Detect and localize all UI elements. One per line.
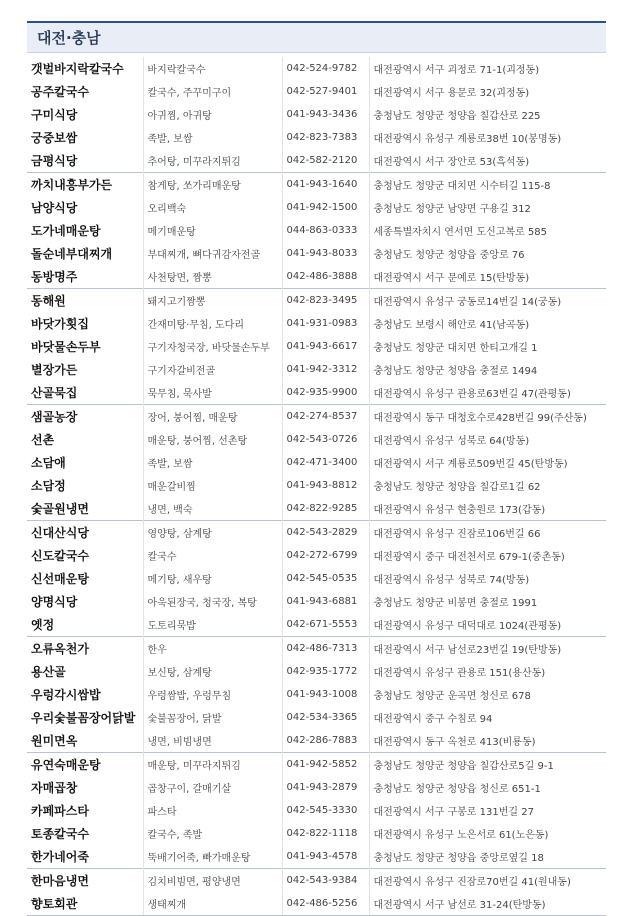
restaurant-menu: 김치비빔면, 평양냉면 xyxy=(143,869,282,893)
table-row xyxy=(27,660,606,683)
restaurant-name: 산골묵집 xyxy=(27,381,143,405)
restaurant-phone: 041-943-8033 xyxy=(282,242,369,265)
restaurant-name: 까치내흥부가든 xyxy=(27,173,143,197)
restaurant-address: 세종특별자치시 연서면 도신고복로 585 xyxy=(373,227,548,238)
restaurant-name: 별장가든 xyxy=(27,358,143,381)
restaurant-address: 대전광역시 유성구 계룡로38번 10(봉명동) xyxy=(373,134,562,145)
table-row xyxy=(27,265,606,289)
restaurant-phone: 042-671-5553 xyxy=(282,613,369,637)
restaurant-name: 신도칼국수 xyxy=(27,544,143,567)
restaurant-phone: 042-274-8537 xyxy=(282,405,369,429)
restaurant-phone: 042-471-3400 xyxy=(282,451,369,474)
table-row xyxy=(27,196,606,219)
table-row xyxy=(27,497,606,521)
restaurant-phone: 041-943-3436 xyxy=(282,103,369,126)
restaurant-phone: 042-543-0726 xyxy=(282,428,369,451)
restaurant-menu: 생태찌개 xyxy=(143,892,282,916)
table-row xyxy=(27,80,606,103)
table-row xyxy=(27,521,606,545)
restaurant-menu: 아욱된장국, 청국장, 복탕 xyxy=(143,590,282,613)
restaurant-name: 구미식당 xyxy=(27,103,143,126)
restaurant-address: 대전광역시 유성구 노은서로 61(노은동) xyxy=(373,830,549,841)
restaurant-menu: 부대찌개, 뼈다귀감자전골 xyxy=(143,242,282,265)
table-row xyxy=(27,776,606,799)
restaurant-menu: 곱창구이, 갈매기살 xyxy=(143,776,282,799)
restaurant-address: 충청남도 보령시 해안로 41(남곡동) xyxy=(373,320,530,331)
restaurant-name: 도가네매운탕 xyxy=(27,219,143,242)
restaurant-menu: 도토리묵밥 xyxy=(143,613,282,637)
restaurant-menu: 족발, 보쌈 xyxy=(143,126,282,149)
restaurant-phone: 042-935-9900 xyxy=(282,381,369,405)
restaurant-phone: 042-823-7383 xyxy=(282,126,369,149)
table-row xyxy=(27,103,606,126)
restaurant-phone: 042-543-9384 xyxy=(282,869,369,893)
restaurant-name: 바닷가횟집 xyxy=(27,312,143,335)
restaurant-phone: 041-942-3312 xyxy=(282,358,369,381)
restaurant-phone: 042-272-6799 xyxy=(282,544,369,567)
restaurant-address: 대전광역시 동구 옥천로 413(비룡동) xyxy=(373,737,536,748)
table-row xyxy=(27,637,606,661)
table-row xyxy=(27,358,606,381)
table-row xyxy=(27,869,606,893)
restaurant-menu: 오리백숙 xyxy=(143,196,282,219)
restaurant-phone: 041-943-6617 xyxy=(282,335,369,358)
restaurant-phone: 042-543-2829 xyxy=(282,521,369,545)
restaurant-menu: 묵무침, 묵사발 xyxy=(143,381,282,405)
restaurant-menu: 매운갈비찜 xyxy=(143,474,282,497)
restaurant-menu: 메기탕, 새우탕 xyxy=(143,567,282,590)
table-row xyxy=(27,474,606,497)
restaurant-name: 한가네어죽 xyxy=(27,845,143,869)
restaurant-address: 대전광역시 유성구 대덕대로 1024(관평동) xyxy=(373,621,562,632)
restaurant-phone: 041-943-6881 xyxy=(282,590,369,613)
restaurant-menu: 족발, 보쌈 xyxy=(143,451,282,474)
restaurant-name: 우리숯불꼼장어닭발 xyxy=(27,706,143,729)
table-row xyxy=(27,405,606,429)
restaurant-menu: 돼지고기짬뽕 xyxy=(143,289,282,313)
restaurant-phone: 041-943-2879 xyxy=(282,776,369,799)
restaurant-table xyxy=(27,57,606,916)
restaurant-name: 원미면옥 xyxy=(27,729,143,753)
restaurant-address: 충청남도 청양군 청양읍 칠갑로1길 62 xyxy=(373,482,541,493)
restaurant-name: 돌순네부대찌개 xyxy=(27,242,143,265)
restaurant-list-panel xyxy=(27,21,606,916)
table-row xyxy=(27,428,606,451)
restaurant-name: 소담정 xyxy=(27,474,143,497)
restaurant-menu: 우렁쌈밥, 우렁무침 xyxy=(143,683,282,706)
table-row xyxy=(27,149,606,173)
restaurant-name: 향토회관 xyxy=(27,892,143,916)
restaurant-phone: 042-823-3495 xyxy=(282,289,369,313)
restaurant-phone: 041-942-1500 xyxy=(282,196,369,219)
table-row xyxy=(27,312,606,335)
restaurant-address: 대전광역시 유성구 성북로 74(방동) xyxy=(373,575,530,586)
restaurant-address: 대전광역시 유성구 성북로 64(방동) xyxy=(373,436,530,447)
table-row xyxy=(27,289,606,313)
restaurant-phone: 044-863-0333 xyxy=(282,219,369,242)
restaurant-name: 유연숙매운탕 xyxy=(27,753,143,777)
table-row xyxy=(27,126,606,149)
restaurant-address: 충청남도 청양군 남양면 구용길 312 xyxy=(373,204,531,215)
section-title: 대전·충남 xyxy=(37,29,101,47)
restaurant-name: 토종칼국수 xyxy=(27,822,143,845)
restaurant-name: 신대산식당 xyxy=(27,521,143,545)
restaurant-phone: 042-527-9401 xyxy=(282,80,369,103)
restaurant-phone: 042-486-5256 xyxy=(282,892,369,916)
restaurant-name: 우렁각시쌈밥 xyxy=(27,683,143,706)
restaurant-menu: 영양탕, 삼계탕 xyxy=(143,521,282,545)
restaurant-menu: 뚝배기어죽, 빠가매운탕 xyxy=(143,845,282,869)
restaurant-phone: 042-486-3888 xyxy=(282,265,369,289)
restaurant-menu: 칼국수, 족발 xyxy=(143,822,282,845)
restaurant-address: 대전광역시 서구 용문로 32(괴정동) xyxy=(373,88,530,99)
restaurant-address: 대전광역시 중구 대전천서로 679-1(중촌동) xyxy=(373,552,565,563)
table-row xyxy=(27,544,606,567)
restaurant-name: 바닷물손두부 xyxy=(27,335,143,358)
restaurant-menu: 구기자갈비전골 xyxy=(143,358,282,381)
restaurant-name: 갯벌바지락칼국수 xyxy=(27,57,143,80)
restaurant-address: 충청남도 청양군 청양읍 칠갑산로 225 xyxy=(373,111,541,122)
restaurant-address: 충청남도 청양군 대치면 시수터길 115-8 xyxy=(369,173,606,197)
restaurant-address: 대전광역시 서구 남선로23번길 19(탄방동) xyxy=(369,637,606,661)
restaurant-menu: 냉면, 비빔냉면 xyxy=(143,729,282,753)
restaurant-address: 대전광역시 유성구 궁동로14번길 14(궁동) xyxy=(369,289,606,313)
restaurant-name: 궁중보쌈 xyxy=(27,126,143,149)
restaurant-phone: 041-943-1640 xyxy=(282,173,369,197)
restaurant-menu: 칼국수, 주꾸미구이 xyxy=(143,80,282,103)
restaurant-menu: 한우 xyxy=(143,637,282,661)
restaurant-phone: 042-582-2120 xyxy=(282,149,369,173)
restaurant-address: 대전광역시 동구 대청호수로428번길 99(주산동) xyxy=(369,405,606,429)
section-header xyxy=(27,21,606,53)
restaurant-name: 용산골 xyxy=(27,660,143,683)
restaurant-phone: 041-943-4578 xyxy=(282,845,369,869)
restaurant-phone: 041-931-0983 xyxy=(282,312,369,335)
restaurant-address: 대전광역시 유성구 진잠로70번길 41(원내동) xyxy=(369,869,606,893)
table-row xyxy=(27,335,606,358)
restaurant-address: 충청남도 청양군 청양읍 칠갑산로5길 9-1 xyxy=(369,753,606,777)
restaurant-name: 신선매운탕 xyxy=(27,567,143,590)
restaurant-address: 충청남도 청양군 청양읍 중앙로 76 xyxy=(373,250,525,261)
restaurant-name: 동해원 xyxy=(27,289,143,313)
restaurant-name: 옛정 xyxy=(27,613,143,637)
restaurant-menu: 메기매운탕 xyxy=(143,219,282,242)
restaurant-menu: 숯불꼼장어, 닭발 xyxy=(143,706,282,729)
table-row xyxy=(27,683,606,706)
restaurant-phone: 041-943-8812 xyxy=(282,474,369,497)
restaurant-phone: 042-822-1118 xyxy=(282,822,369,845)
restaurant-address: 대전광역시 서구 장안로 53(흑석동) xyxy=(373,157,530,168)
table-row xyxy=(27,845,606,869)
restaurant-name: 샘골농장 xyxy=(27,405,143,429)
restaurant-address: 충청남도 청양군 운곡면 청신로 678 xyxy=(373,691,531,702)
table-row xyxy=(27,451,606,474)
table-row xyxy=(27,57,606,80)
restaurant-address: 대전광역시 서구 문예로 15(탄방동) xyxy=(373,273,530,284)
restaurant-address: 충청남도 청양군 청양읍 청신로 651-1 xyxy=(373,784,541,795)
restaurant-name: 숯골원냉면 xyxy=(27,497,143,521)
table-row xyxy=(27,381,606,405)
restaurant-phone: 042-545-0535 xyxy=(282,567,369,590)
restaurant-menu: 사천탕면, 짬뽕 xyxy=(143,265,282,289)
table-row xyxy=(27,219,606,242)
restaurant-address: 충청남도 청양군 대치면 한티고개길 1 xyxy=(373,343,538,354)
restaurant-name: 카페파스타 xyxy=(27,799,143,822)
restaurant-name: 금평식당 xyxy=(27,149,143,173)
restaurant-phone: 041-942-5852 xyxy=(282,753,369,777)
restaurant-address: 충청남도 청양군 청양읍 중앙로옆길 18 xyxy=(373,853,544,864)
restaurant-address: 대전광역시 중구 수침로 94 xyxy=(373,714,493,725)
restaurant-menu: 보신탕, 삼계탕 xyxy=(143,660,282,683)
restaurant-menu: 매운탕, 붕어찜, 선촌탕 xyxy=(143,428,282,451)
restaurant-menu: 냉면, 백숙 xyxy=(143,497,282,521)
table-row xyxy=(27,706,606,729)
restaurant-address: 충청남도 청양군 비봉면 충절로 1991 xyxy=(373,598,538,609)
table-row xyxy=(27,590,606,613)
restaurant-name: 한마음냉면 xyxy=(27,869,143,893)
restaurant-menu: 매운탕, 미꾸라지튀김 xyxy=(143,753,282,777)
restaurant-phone: 042-486-7313 xyxy=(282,637,369,661)
restaurant-name: 동방명주 xyxy=(27,265,143,289)
restaurant-name: 남양식당 xyxy=(27,196,143,219)
restaurant-menu: 구기자청국장, 바닷물손두부 xyxy=(143,335,282,358)
table-row xyxy=(27,822,606,845)
restaurant-name: 소담애 xyxy=(27,451,143,474)
restaurant-address: 대전광역시 서구 남선로 31-24(탄방동) xyxy=(369,892,606,916)
restaurant-phone: 042-822-9285 xyxy=(282,497,369,521)
restaurant-menu: 칼국수 xyxy=(143,544,282,567)
table-row xyxy=(27,799,606,822)
restaurant-name: 자매곱창 xyxy=(27,776,143,799)
restaurant-phone: 042-534-3365 xyxy=(282,706,369,729)
restaurant-phone: 042-545-3330 xyxy=(282,799,369,822)
restaurant-name: 양명식당 xyxy=(27,590,143,613)
restaurant-menu: 아귀찜, 아귀탕 xyxy=(143,103,282,126)
restaurant-menu: 추어탕, 미꾸라지튀김 xyxy=(143,149,282,173)
restaurant-address: 충청남도 청양군 청양읍 충절로 1494 xyxy=(373,366,538,377)
restaurant-address: 대전광역시 유성구 진잠로106번길 66 xyxy=(369,521,606,545)
restaurant-address: 대전광역시 유성구 현충원로 173(갑동) xyxy=(373,505,546,516)
restaurant-menu: 장어, 붕어찜, 매운탕 xyxy=(143,405,282,429)
restaurant-menu: 간재미탕·무침, 도다리 xyxy=(143,312,282,335)
restaurant-address: 대전광역시 유성구 관용로 151(용산동) xyxy=(373,668,546,679)
restaurant-phone: 042-935-1772 xyxy=(282,660,369,683)
restaurant-phone: 042-286-7883 xyxy=(282,729,369,753)
table-row xyxy=(27,892,606,916)
table-row xyxy=(27,613,606,637)
restaurant-phone: 042-524-9782 xyxy=(282,57,369,80)
restaurant-menu: 참게탕, 쏘가리매운탕 xyxy=(143,173,282,197)
restaurant-name: 공주칼국수 xyxy=(27,80,143,103)
restaurant-menu: 파스타 xyxy=(143,799,282,822)
restaurant-phone: 041-943-1008 xyxy=(282,683,369,706)
restaurant-address: 대전광역시 서구 괴정로 71-1(괴정동) xyxy=(373,65,540,76)
restaurant-name: 오류옥천가 xyxy=(27,637,143,661)
restaurant-menu: 바지락칼국수 xyxy=(143,57,282,80)
table-row xyxy=(27,753,606,777)
restaurant-address: 대전광역시 서구 구봉로 131번길 27 xyxy=(373,807,534,818)
restaurant-name: 선촌 xyxy=(27,428,143,451)
table-row xyxy=(27,242,606,265)
restaurant-address: 대전광역시 유성구 관용로63번길 47(관평동) xyxy=(373,389,571,400)
table-row xyxy=(27,173,606,197)
restaurant-address: 대전광역시 서구 계룡로509번길 45(탄방동) xyxy=(373,459,568,470)
table-row xyxy=(27,729,606,753)
table-row xyxy=(27,567,606,590)
